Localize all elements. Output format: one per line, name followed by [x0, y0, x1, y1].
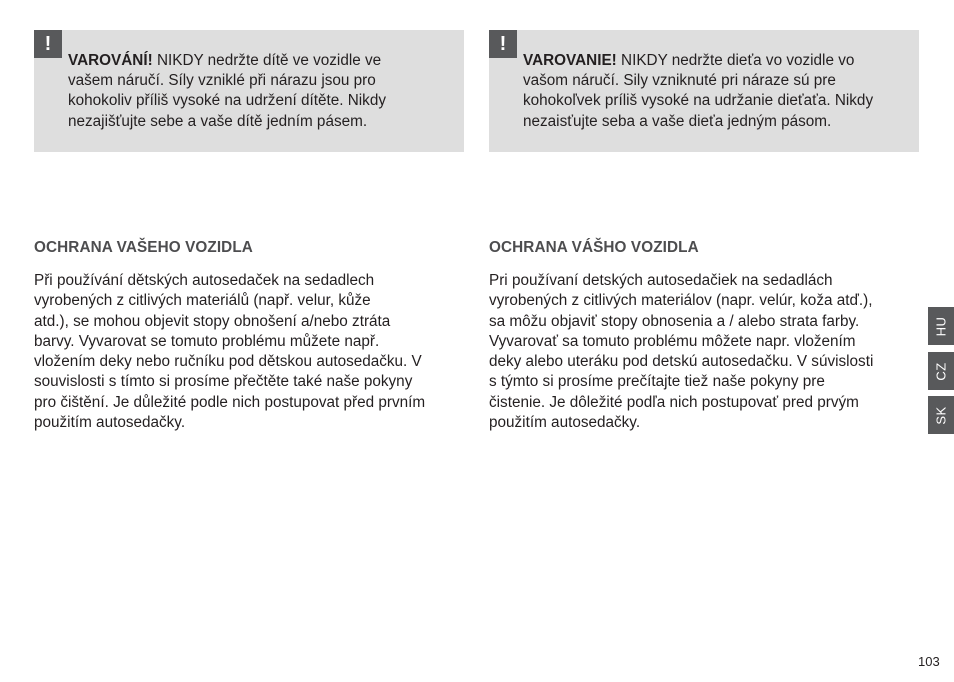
- body-line: pro čištění. Je důležité podle nich postupovat před prvním: [34, 393, 426, 411]
- body-line: Vyvarovať sa tomuto problému môžete napr. vložením: [489, 332, 856, 350]
- warning-text-cz: [68, 51, 458, 132]
- body-line: vyrobených z citlivých materiálov (napr. velúr, koža atď.),: [489, 292, 873, 310]
- warning-box-cz: [34, 30, 464, 152]
- language-tab-sk: [928, 396, 954, 434]
- warning-box-sk: [489, 30, 919, 152]
- warning-line: vašom náručí. Sily vzniknuté pri náraze sú pre: [523, 72, 836, 90]
- body-line: souvislosti s tímto si prosíme přečtěte také naše pokyny: [34, 373, 413, 391]
- body-line: Při používání dětských autosedaček na sedadlech: [34, 272, 375, 289]
- body-line: vyrobených z citlivých materiálů (např. velur, kůže: [34, 292, 371, 310]
- body-line: s týmto si prosíme prečítajte tiež naše pokyny pre: [489, 373, 825, 391]
- warning-line: nezaisťujte seba a vaše dieťa jedným pásom.: [523, 112, 832, 130]
- warning-line: kohokoliv příliš vysoké na udržení dítěte. Nikdy: [68, 92, 386, 110]
- warning-line: kohokoľvek príliš vysoké na udržanie dieťaťa. Nikdy: [523, 92, 874, 110]
- body-line: sa môžu objaviť stopy obnosenia a / alebo strata farby.: [489, 312, 860, 330]
- body-line: Pri používaní detských autosedačiek na sedadlách: [489, 272, 833, 289]
- warning-label-cz: VAROVÁNÍ!: [68, 52, 153, 69]
- language-tab-hu: [928, 307, 954, 345]
- body-text-sk: [489, 271, 919, 433]
- body-line: vložením deky nebo ručníku pod dětskou autosedačku. V: [34, 353, 422, 371]
- exclamation-icon: !: [34, 30, 62, 58]
- page-number: 103: [918, 654, 940, 669]
- body-line: použitím autosedačky.: [34, 414, 186, 432]
- warning-line: nezajišťujte sebe a vaše dítě jedním pásem.: [68, 112, 368, 130]
- body-line: deky alebo uteráku pod detskú autosedačku. V súvislosti: [489, 353, 874, 371]
- language-tab-cz: [928, 352, 954, 390]
- body-line: čistenie. Je dôležité podľa nich postupovať pred prvým: [489, 393, 859, 411]
- body-text-cz: [34, 271, 474, 433]
- language-tab-label: CZ: [933, 361, 949, 381]
- exclamation-icon: !: [489, 30, 517, 58]
- body-line: barvy. Vyvarovat se tomuto problému můžete např.: [34, 332, 380, 350]
- warning-line: NIKDY nedržte dieťa vo vozidle vo: [616, 52, 855, 69]
- language-tab-label: HU: [933, 316, 949, 336]
- language-tab-label: SK: [933, 405, 949, 425]
- body-line: atd.), se mohou objevit stopy obnošení a/nebo ztráta: [34, 312, 391, 330]
- section-title-cz: OCHRANA VAŠEHO VOZIDLA: [34, 239, 253, 256]
- body-line: použitím autosedačky.: [489, 414, 641, 432]
- warning-line: NIKDY nedržte dítě ve vozidle ve: [152, 52, 382, 69]
- warning-line: vašem náručí. Síly vzniklé při nárazu jsou pro: [68, 72, 376, 90]
- section-title-sk: OCHRANA VÁŠHO VOZIDLA: [489, 239, 699, 256]
- warning-text-sk: [523, 51, 913, 132]
- warning-label-sk: VAROVANIE!: [523, 52, 617, 69]
